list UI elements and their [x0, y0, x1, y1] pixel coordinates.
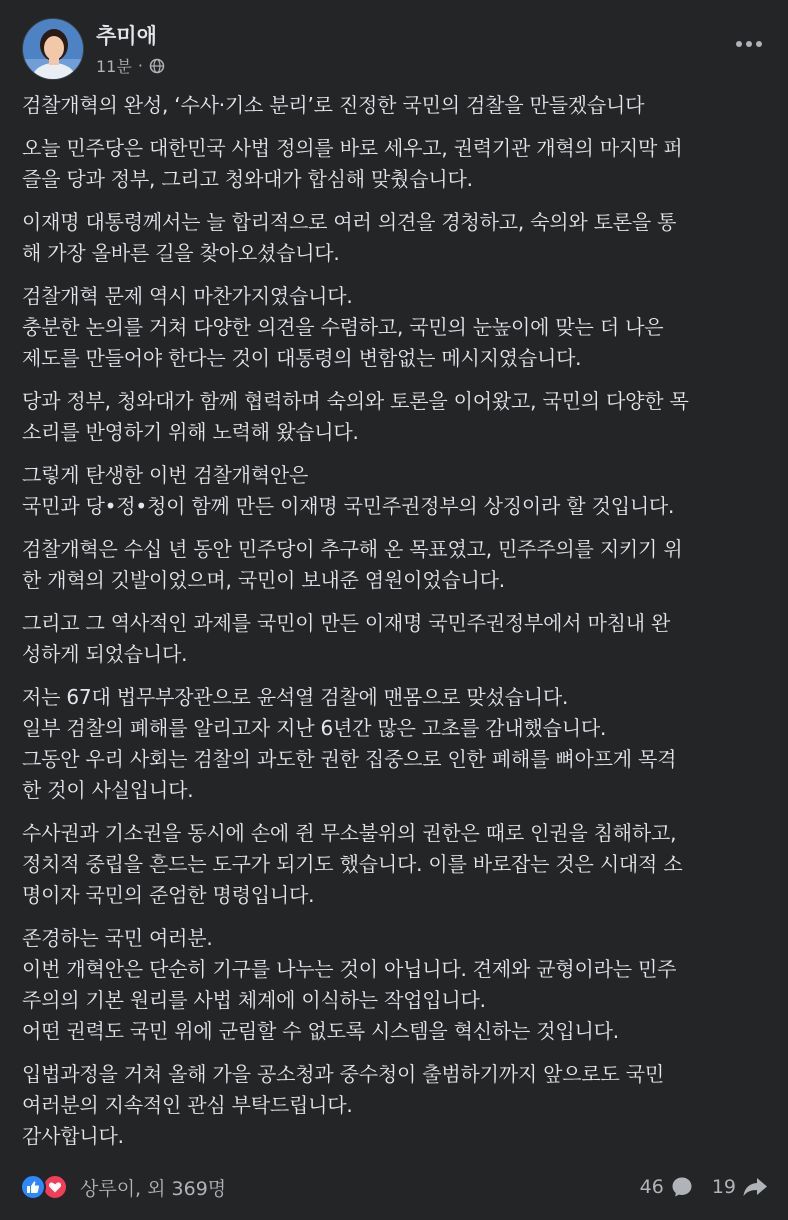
comments-count[interactable] — [640, 1175, 694, 1199]
post-text-line: 여러분의 지속적인 관심 부탁드립니다. — [22, 1093, 353, 1117]
post-text-line: 검찰개혁은 수십 년 동안 민주당이 추구해 온 목표였고, 민주주의를 지키기 위 — [22, 537, 683, 561]
more-dots-icon[interactable] — [732, 34, 766, 54]
reactions-text: 상루이, 외 369명 — [80, 1177, 227, 1200]
post-text-line: 감사합니다. — [22, 1124, 124, 1148]
post-time[interactable]: 11분 — [96, 57, 132, 76]
post-text-line: 그동안 우리 사회는 검찰의 과도한 권한 집중으로 인한 폐해를 뼈아프게 목격 — [22, 747, 677, 771]
comment-icon — [670, 1175, 694, 1199]
engagement-counts — [640, 1175, 768, 1199]
reactions-summary[interactable] — [20, 1173, 226, 1201]
globe-icon[interactable] — [149, 58, 165, 74]
post-text-line: 해 가장 올바른 길을 찾아오셨습니다. — [22, 241, 340, 265]
post-paragraph — [22, 608, 770, 670]
shares-number: 19 — [711, 1176, 736, 1198]
post-text-line: 그렇게 탄생한 이번 검찰개혁안은 — [22, 463, 309, 487]
post-paragraph — [22, 1059, 770, 1152]
post-text-line: 성하게 되었습니다. — [22, 642, 188, 666]
avatar-image — [23, 19, 84, 80]
post-header — [20, 16, 768, 86]
post-text-line: 이번 개혁안은 단순히 기구를 나누는 것이 아닙니다. 견제와 균형이라는 민주 — [22, 957, 677, 981]
post-text-line: 주의의 기본 원리를 사법 체계에 이식하는 작업입니다. — [22, 988, 486, 1012]
post-meta — [96, 54, 165, 77]
post-text-line: 수사권과 기소권을 동시에 손에 쥔 무소불위의 권한은 때로 인권을 침해하고, — [22, 821, 677, 845]
post-text-line: 검찰개혁의 완성, ‘수사·기소 분리’로 진정한 국민의 검찰을 만들겠습니다 — [22, 93, 645, 117]
post-text-line: 즐을 당과 정부, 그리고 청와대가 합심해 맞췄습니다. — [22, 167, 473, 191]
post-text-line: 정치적 중립을 흔드는 도구가 되기도 했습니다. 이를 바로잡는 것은 시대적 소 — [22, 852, 683, 876]
post-paragraph — [22, 923, 770, 1047]
post-paragraph — [22, 90, 770, 121]
post-text-line: 국민과 당•정•청이 함께 만든 이재명 국민주권정부의 상징이라 할 것입니다. — [22, 494, 675, 518]
post-paragraph — [22, 207, 770, 269]
meta-separator: · — [137, 56, 143, 75]
post-body — [22, 90, 770, 1164]
post-text-line: 검찰개혁 문제 역시 마찬가지였습니다. — [22, 284, 353, 308]
post-text-line: 일부 검찰의 폐해를 알리고자 지난 6년간 많은 고초를 감내했습니다. — [22, 716, 607, 740]
post-text-line: 명이자 국민의 준엄한 명령입니다. — [22, 883, 315, 907]
author-name[interactable]: 추미애 — [96, 24, 157, 48]
comments-number: 46 — [639, 1176, 664, 1198]
share-icon — [742, 1175, 768, 1199]
post-text-line: 이재명 대통령께서는 늘 합리적으로 여러 의견을 경청하고, 숙의와 토론을 통 — [22, 210, 677, 234]
post-text-line: 제도를 만들어야 한다는 것이 대통령의 변함없는 메시지였습니다. — [22, 346, 582, 370]
post-paragraph — [22, 818, 770, 911]
post-text-line: 오늘 민주당은 대한민국 사법 정의를 바로 세우고, 권력기관 개혁의 마지막 퍼 — [22, 136, 683, 160]
post-text-line: 충분한 논의를 거쳐 다양한 의견을 수렴하고, 국민의 눈높이에 맞는 더 나은 — [22, 315, 664, 339]
post-text-line: 한 것이 사실입니다. — [22, 778, 194, 802]
shares-count[interactable] — [712, 1175, 768, 1199]
post-paragraph — [22, 682, 770, 806]
post-text-line: 입법과정을 거쳐 올해 가을 공소청과 중수청이 출범하기까지 앞으로도 국민 — [22, 1062, 664, 1086]
post-footer — [20, 1170, 768, 1204]
post-paragraph — [22, 133, 770, 195]
post-text-line: 존경하는 국민 여러분. — [22, 926, 213, 950]
post-text-line: 그리고 그 역사적인 과제를 국민이 만든 이재명 국민주권정부에서 마침내 완 — [22, 611, 671, 635]
reaction-icons — [20, 1173, 72, 1201]
post-text-line: 소리를 반영하기 위해 노력해 왔습니다. — [22, 420, 359, 444]
post-paragraph — [22, 386, 770, 448]
post-text-line: 한 개혁의 깃발이었으며, 국민이 보내준 염원이었습니다. — [22, 568, 505, 592]
like-icon — [20, 1174, 46, 1200]
post-text-line: 저는 67대 법무부장관으로 윤석열 검찰에 맨몸으로 맞섰습니다. — [22, 685, 569, 709]
post-text-line: 어떤 권력도 국민 위에 군림할 수 없도록 시스템을 혁신하는 것입니다. — [22, 1019, 619, 1043]
post-paragraph — [22, 534, 770, 596]
post-paragraph — [22, 281, 770, 374]
author-avatar[interactable] — [22, 18, 84, 80]
post-paragraph — [22, 460, 770, 522]
post-text-line: 당과 정부, 청와대가 함께 협력하며 숙의와 토론을 이어왔고, 국민의 다양한 목 — [22, 389, 689, 413]
